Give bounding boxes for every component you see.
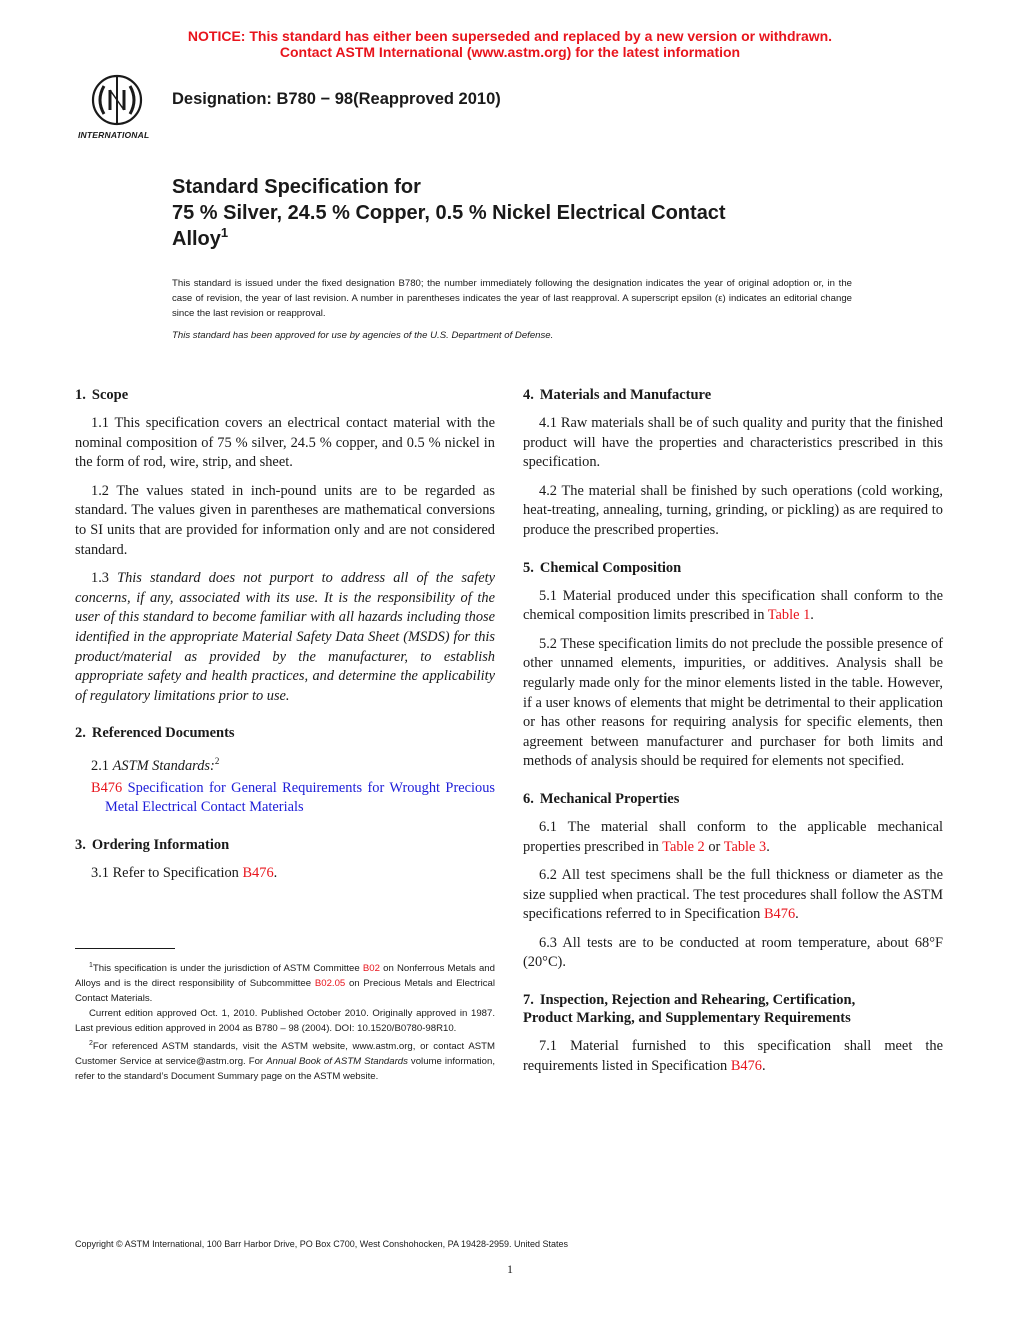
section-ordering-information [75, 836, 495, 884]
paragraph-text: 5.1 Material produced under this specification shall conform to the chemical composition limits prescribed in [523, 587, 943, 624]
paragraph-text: 6.2 All test specimens shall be the full thickness or diameter as the size supplied when practical. The test procedures shall follow the ASTM specifications referred to in Specification [523, 867, 943, 923]
title-line-3 [172, 226, 872, 252]
footnote-2 [75, 1036, 495, 1084]
heading-number: 1. [75, 387, 86, 403]
footnote-mark: 1 [89, 962, 93, 969]
paragraph-text: 6.1 The material shall conform to the applicable mechanical properties prescribed in [523, 818, 943, 855]
paragraph-number: 2.1 [91, 758, 109, 775]
title-alloy: Alloy [172, 228, 221, 250]
paragraph-text: 7.1 Material furnished to this specification shall meet the requirements listed in Specification [523, 1038, 943, 1074]
heading-text: Chemical Composition [539, 559, 682, 576]
notice-banner [0, 28, 1020, 60]
footnotes [75, 958, 495, 1084]
table-1-link[interactable]: Table 1 [767, 607, 811, 624]
page-number: 1 [507, 1262, 513, 1276]
paragraph-end: . [762, 1057, 766, 1074]
footnote-text: This specification is under the jurisdiction of ASTM Committee [92, 963, 363, 975]
section-heading-inspection [523, 991, 943, 1027]
designation: Designation: B780 − 98(Reapproved 2010) [172, 90, 501, 108]
left-column [75, 386, 495, 901]
notice-line-1: NOTICE: This standard has either been superseded and replaced by a new version or withdrawn. [187, 28, 833, 44]
paragraph-end: . [795, 906, 799, 923]
heading-number: 4. [523, 387, 534, 403]
subcommittee-b02-05-link[interactable]: B02.05 [314, 978, 346, 990]
heading-text-line-1: Inspection, Rejection and Rehearing, Certification, [539, 992, 856, 1009]
heading-text: Referenced Documents [91, 725, 235, 742]
heading-text: Scope [91, 387, 129, 403]
footnote-1 [75, 958, 495, 1006]
section-materials-and-manufacture [523, 386, 943, 541]
heading-text: Mechanical Properties [539, 790, 680, 807]
paragraph-number: 1.3 [91, 570, 109, 587]
footnote-mark[interactable]: 2 [214, 756, 220, 767]
footnote-divider [75, 948, 175, 949]
astm-standards-label: ASTM Standards: [112, 758, 215, 775]
heading-number: 2. [75, 725, 86, 742]
paragraph-5-2: 5.2 These specification limits do not preclude the possible presence of other unnamed elements, impurities, or additives. Analysis shall be regularly made only for the minor elements listed in the table. However, if a user knows of elements that might be detrimental to their application or has other reasons for requiring analysis for specific elements, then agreement between manufacturer and purchaser for both limits and methods of analysis should be required for elements not specified. [523, 635, 943, 770]
paragraph-3-1 [75, 864, 495, 884]
paragraph-6-1 [523, 818, 943, 857]
heading-text: Ordering Information [91, 836, 230, 853]
copyright-notice: Copyright © ASTM International, 100 Barr Harbor Drive, PO Box C700, West Conshohocken, PA 19428-2959. United States [75, 1239, 569, 1249]
paragraph-7-1 [523, 1037, 943, 1076]
footnote-text: on Precious Metals and Electrical Contact Materials. [75, 978, 496, 1005]
reference-b476 [75, 779, 495, 818]
section-heading-referenced-documents [75, 724, 495, 742]
heading-text-line-2: Product Marking, and Supplementary Requirements [523, 1010, 851, 1027]
annual-book-title: Annual Book of ASTM Standards [266, 1056, 408, 1068]
paragraph-1-3 [75, 569, 495, 706]
table-3-link[interactable]: Table 3 [723, 838, 767, 855]
heading-number: 5. [523, 559, 534, 576]
paragraph-4-2: 4.2 The material shall be finished by such operations (cold working, heat-treating, annealing, turning, grinding, or pickling) as are required to produce the prescribed properties. [523, 482, 943, 538]
section-heading-materials [523, 386, 943, 404]
paragraph-text-mid: or [704, 838, 724, 855]
right-column [523, 386, 943, 1094]
title-footnote-mark[interactable]: 1 [220, 225, 229, 240]
b476-link[interactable]: B476 [763, 906, 796, 923]
section-heading-mechanical-properties [523, 790, 943, 808]
section-scope [75, 386, 495, 706]
logo-text: INTERNATIONAL [78, 130, 150, 140]
title-line-2: 75 % Silver, 24.5 % Copper, 0.5 % Nickel Electrical Contact [172, 202, 726, 224]
section-heading-chemical-composition [523, 559, 943, 577]
approval-note: This standard has been approved for use by agencies of the U.S. Department of Defense. [172, 330, 554, 341]
paragraph-end: . [810, 607, 814, 624]
paragraph-1-2: 1.2 The values stated in inch-pound units are to be regarded as standard. The values given in parentheses are mathematical conversions to SI units that are provided for information only and are not considered standard. [75, 482, 495, 558]
footnote-mark: 2 [89, 1040, 93, 1048]
b476-link[interactable]: B476 [242, 864, 274, 881]
section-chemical-composition [523, 559, 943, 772]
section-inspection [523, 991, 943, 1076]
committee-b02-link[interactable]: B02 [362, 963, 380, 975]
paragraph-text: 3.1 Refer to Specification [91, 864, 243, 881]
paragraph-end: . [766, 838, 770, 855]
footnote-text: volume information, refer to the standard’s Document Summary page on the ASTM website. [75, 1056, 495, 1083]
paragraph-1-1: 1.1 This specification covers an electrical contact material with the nominal composition of 75 % silver, 24.5 % copper, and 0.5 % nickel in the form of rod, wire, strip, and sheet. [75, 415, 495, 471]
paragraph-end: . [273, 864, 278, 881]
paragraph-6-3: 6.3 All tests are to be conducted at room temperature, about 68°F (20°C). [523, 934, 943, 971]
safety-statement: This standard does not purport to address all of the safety concerns, if any, associated with its use. It is the responsibility of the user of this standard to become familiar with all hazards including those identified in the appropriate Material Safety Data Sheet (MSDS) for this product/material as provided by the manufacturer, to establish appropriate safety and health practices, and determine the applicability of regulatory limitations prior to use. [75, 570, 495, 704]
footnote-text: on Nonferrous Metals and Alloys and is the direct responsibility of Subcommittee [75, 963, 495, 990]
astm-logo [74, 74, 160, 142]
heading-number: 3. [75, 836, 86, 853]
heading-text: Materials and Manufacture [539, 387, 712, 403]
footnote-1-edition: Current edition approved Oct. 1, 2010. Published October 2010. Originally approved in 1987. Last previous edition approved in 2004 as B780 – 98 (2004). DOI: 10.1520/B0780-98R10. [75, 1008, 495, 1035]
b476-link[interactable]: B476 [730, 1057, 762, 1074]
paragraph-5-1 [523, 587, 943, 626]
document-title [172, 174, 872, 252]
section-referenced-documents [75, 724, 495, 818]
paragraph-4-1: 4.1 Raw materials shall be of such quality and purity that the finished product will have the properties and characteristics prescribed in this specification. [523, 415, 943, 471]
section-heading-ordering-information [75, 836, 495, 854]
heading-number: 7. [523, 992, 534, 1009]
issuance-note: This standard is issued under the fixed designation B780; the number immediately following the designation indicates the year of original adoption or, in the case of revision, the year of last revision. A number in parentheses indicates the year of last reapproval. A superscript epsilon (ε) indicates an editorial change since the last revision or reapproval. [172, 278, 852, 319]
table-2-link[interactable]: Table 2 [662, 838, 705, 855]
reference-code-link[interactable]: B476 [91, 779, 123, 796]
heading-number: 6. [523, 790, 534, 807]
notice-line-2: Contact ASTM International (www.astm.org) for the latest information [279, 44, 741, 60]
paragraph-2-1 [75, 752, 495, 776]
section-mechanical-properties [523, 790, 943, 973]
footnote-text: For referenced ASTM standards, visit the ASTM website, www.astm.org, or contact ASTM Customer Service at service@astm.org. For [75, 1041, 495, 1068]
title-line-1: Standard Specification for [172, 176, 421, 198]
reference-title-link[interactable]: Specification for General Requirements for Wrought Precious Metal Electrical Contact Materials [105, 779, 495, 816]
paragraph-6-2 [523, 866, 943, 925]
section-heading-scope [75, 386, 495, 404]
